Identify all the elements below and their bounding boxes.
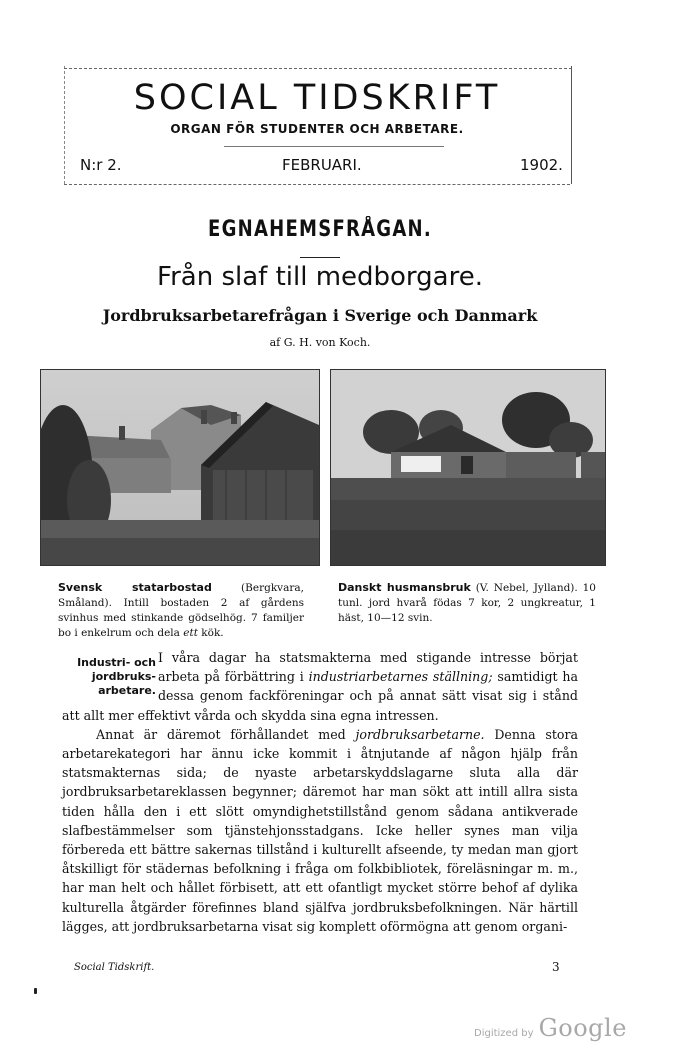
margin-note-line: jordbruks- (91, 670, 156, 683)
body-p1-text-cont: samtidigt ha dessa genom fackföreningar och på annat sätt visat sig i stånd att allt mer effektivt vårda och skydda sina egna intressen. (62, 669, 578, 723)
digitized-watermark (474, 1014, 627, 1042)
journal-subtitle: ORGAN FÖR STUDENTER OCH ARBETARE. (170, 122, 464, 136)
caption-left-title: Svensk statarbostad (58, 581, 212, 594)
body-paragraph-1 (62, 648, 578, 725)
section-rule (300, 257, 340, 258)
caption-left-end: kök. (197, 627, 224, 639)
issue-month: FEBRUARI. (282, 156, 362, 174)
caption-left (58, 580, 304, 641)
page-number: 3 (552, 960, 560, 974)
margin-note-line: arbetare. (98, 684, 156, 697)
watermark-prefix: Digitized by (474, 1028, 534, 1039)
body-p2-text-cont: Denna stora arbetarekategori har ännu icke kommit i åtnjutande af någon hjälp från statsmakternas sida; de nyaste arbetarskyddslagarne sluta alla där jordbruksarbetareklassen begynner; däremot har man sökt att intill allra sista tiden hålla den i ett slött omyndighetstillstånd genom sådana antikverade slafbestämmelser som tjänstehjonsstadgans. Icke heller synes man vilja förbereda ett bättre sakernas tillstånd i kulturellt afseende, ty medan man gjort åtskilligt för städernas befolkning i fråga om folkbibliotek, föreläsningar m. m., har man helt och hållet förbisett, att ett ofantligt mycket större behof af dylika kulturella åtgärder förefinnes bland själfva jordbruksbefolkningen. När härtill lägges, att jordbruksarbetarna visat sig komplett oförmögna att genom organi- (62, 726, 578, 934)
margin-mark (34, 988, 37, 994)
caption-right-title: Danskt husmansbruk (338, 581, 471, 594)
journal-title: SOCIAL TIDSKRIFT (133, 78, 501, 118)
body-p1-italic: industriarbetarnes ställning; (308, 669, 493, 685)
article-title: Från slaf till medborgare. (157, 262, 483, 292)
caption-left-italic: ett (183, 627, 198, 639)
masthead-top-rule (64, 68, 572, 69)
photo-swedish-dwelling (40, 369, 320, 566)
watermark-brand: Google (538, 1014, 627, 1042)
body-paragraph-2 (62, 725, 578, 936)
body-p2-italic: jordbruksarbetarne. (355, 726, 485, 742)
issue-number: N:r 2. (80, 156, 122, 174)
body-p1-text: I våra dagar ha statsmakterna med stigande intresse börjat arbeta på förbättring i (158, 650, 578, 685)
article-subtitle: Jordbruksarbetarefrågan i Sverige och Danmark (102, 306, 538, 325)
section-heading: EGNAHEMSFRÅGAN. (208, 217, 432, 242)
body-p2-text: Annat är däremot förhållandet med (96, 726, 356, 742)
caption-right-text: (V. Nebel, Jylland). 10 tunl. jord hvarå födas 7 kor, 2 ungkreatur, 1 häst, 10—12 svin. (338, 582, 596, 624)
photo-danish-smallholding (330, 369, 606, 566)
footer-journal: Social Tidskrift. (74, 962, 155, 973)
caption-right (338, 580, 596, 626)
margin-note-spacer (62, 648, 158, 705)
caption-left-text: (Bergkvara, Småland). Intill bostaden 2 af gårdens svinhus med stinkande gödselhög. 7 familjer bo i enkelrum och dela (58, 582, 304, 639)
masthead-bottom-rule (64, 184, 570, 185)
margin-note-line: Industri- och (77, 656, 156, 669)
byline: af G. H. von Koch. (269, 336, 371, 349)
issue-year: 1902. (520, 156, 563, 174)
masthead-subtitle-rule (224, 146, 444, 147)
article-body (62, 648, 578, 936)
